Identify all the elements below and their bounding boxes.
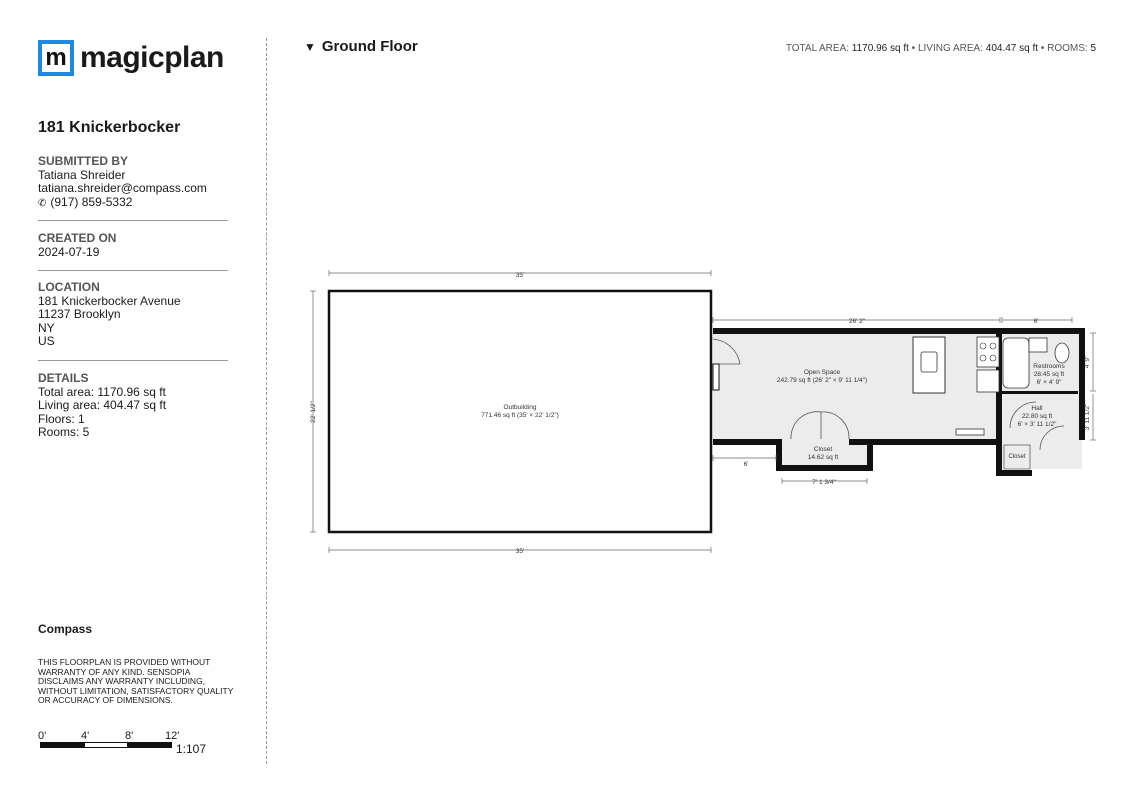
open-space-room[interactable] bbox=[713, 333, 1000, 469]
dim-top-open: 26' 2" bbox=[848, 318, 866, 325]
submitter-phone-row[interactable] bbox=[38, 196, 228, 211]
location-street: 181 Knickerbocker Avenue bbox=[38, 293, 181, 308]
open-space-area: 242.79 sq ft (26' 2" × 9' 11 1/4") bbox=[776, 377, 868, 384]
details-floors: Floors: 1 bbox=[38, 411, 85, 426]
location-section bbox=[38, 281, 228, 349]
floor-stats bbox=[786, 43, 1096, 54]
brand-logo[interactable] bbox=[38, 38, 230, 78]
scale-label: 4' bbox=[81, 730, 90, 742]
sidebar bbox=[38, 38, 230, 439]
scale-label: 8' bbox=[125, 730, 134, 742]
living-area-label: • LIVING AREA: bbox=[911, 43, 983, 54]
dim-bottom-left: 6' bbox=[743, 461, 749, 468]
details-section bbox=[38, 372, 228, 440]
scale-label: 0' bbox=[38, 730, 47, 742]
submitted-section bbox=[38, 155, 228, 210]
hall-name: Hall bbox=[1031, 405, 1043, 412]
restrooms-area: 28.45 sq ft bbox=[1033, 371, 1065, 378]
divider-rule bbox=[38, 360, 228, 361]
details-rooms: Rooms: 5 bbox=[38, 425, 90, 439]
sink-icon bbox=[921, 352, 937, 372]
triangle-down-icon: ▼ bbox=[304, 40, 316, 54]
appliance-icon bbox=[977, 370, 999, 392]
hall-dims: 6' × 3' 11 1/2" bbox=[1017, 421, 1057, 428]
submitter-name: Tatiana Shreider bbox=[38, 167, 126, 182]
location-heading: LOCATION bbox=[38, 280, 100, 294]
company-name: Compass bbox=[38, 622, 93, 636]
closet-area: 14.62 sq ft bbox=[807, 454, 839, 461]
scale-bar bbox=[38, 730, 238, 760]
logo-mark: m bbox=[38, 40, 74, 76]
created-heading: CREATED ON bbox=[38, 231, 117, 245]
window bbox=[713, 364, 719, 390]
floor-plan bbox=[300, 260, 1100, 560]
property-title: 181 Knickerbocker bbox=[38, 119, 181, 136]
scale-ratio: 1:107 bbox=[176, 742, 207, 756]
submitted-heading: SUBMITTED BY bbox=[38, 154, 128, 168]
total-area-label: TOTAL AREA: bbox=[785, 43, 850, 54]
divider-rule bbox=[38, 270, 228, 271]
outbuilding-area: 771.46 sq ft (35' × 22' 1/2") bbox=[481, 412, 559, 419]
restrooms-name: Restrooms bbox=[1033, 363, 1065, 370]
toilet-icon bbox=[1055, 343, 1069, 363]
open-space-name: Open Space bbox=[803, 369, 841, 376]
restrooms-dims: 6' × 4' 9" bbox=[1036, 379, 1062, 386]
dim-left-outbuilding: 22' 1/2" bbox=[310, 401, 317, 423]
floor-title: Ground Floor bbox=[321, 38, 418, 55]
logo-text: magicplan bbox=[80, 41, 224, 74]
dim-top-restroom: 6' bbox=[1033, 318, 1039, 325]
details-heading: DETAILS bbox=[38, 371, 89, 385]
details-total-area: Total area: 1170.96 sq ft bbox=[38, 384, 166, 399]
scale-segment bbox=[40, 742, 84, 748]
disclaimer: THIS FLOORPLAN IS PROVIDED WITHOUT WARRANTY OF ANY KIND. SENSOPIA DISCLAIMS ANY WARRANTY INCLUDING, WITHOUT LIMITATION, SATISFACTORY QUALITY OR ACCURACY OF DIMENSIONS. bbox=[38, 657, 234, 705]
hall-area: 22.80 sq ft bbox=[1021, 413, 1053, 420]
scale-segment bbox=[84, 742, 128, 748]
bathtub-icon bbox=[1003, 338, 1029, 388]
created-section bbox=[38, 232, 228, 259]
closet-name: Closet bbox=[813, 446, 833, 453]
rooms-label: • ROOMS: bbox=[1040, 43, 1088, 54]
submitter-email[interactable]: tatiana.shreider@compass.com bbox=[38, 181, 207, 195]
dim-right-restroom: 4' 9" bbox=[1084, 355, 1091, 369]
total-area-value: 1170.96 sq ft bbox=[851, 43, 909, 54]
location-state: NY bbox=[38, 320, 55, 335]
dim-right-hall: 3' 11 1/2" bbox=[1084, 403, 1091, 431]
vertical-divider bbox=[266, 38, 267, 764]
dim-bottom-outbuilding: 35' bbox=[515, 548, 525, 555]
outbuilding-name: Outbuilding bbox=[503, 404, 537, 411]
divider-rule bbox=[38, 220, 228, 221]
submitter-phone: (917) 859-5332 bbox=[50, 194, 133, 209]
scale-segment bbox=[128, 742, 172, 748]
created-date: 2024-07-19 bbox=[38, 244, 100, 259]
stove-icon bbox=[977, 337, 999, 367]
location-country: US bbox=[38, 334, 55, 348]
dim-top-outbuilding: 35' bbox=[515, 272, 525, 279]
phone-icon: ✆ bbox=[38, 197, 47, 209]
details-living-area: Living area: 404.47 sq ft bbox=[38, 398, 167, 412]
floor-selector[interactable] bbox=[304, 38, 418, 55]
location-zip-city: 11237 Brooklyn bbox=[38, 307, 121, 321]
rooms-value: 5 bbox=[1090, 43, 1096, 54]
radiator-icon bbox=[956, 429, 984, 435]
dim-bottom-closet: 7' 1 3/4" bbox=[812, 479, 836, 486]
scale-label: 12' bbox=[165, 730, 180, 742]
living-area-value: 404.47 sq ft bbox=[985, 43, 1039, 54]
small-closet-name: Closet bbox=[1008, 454, 1026, 460]
bathroom-sink-icon bbox=[1029, 338, 1047, 352]
